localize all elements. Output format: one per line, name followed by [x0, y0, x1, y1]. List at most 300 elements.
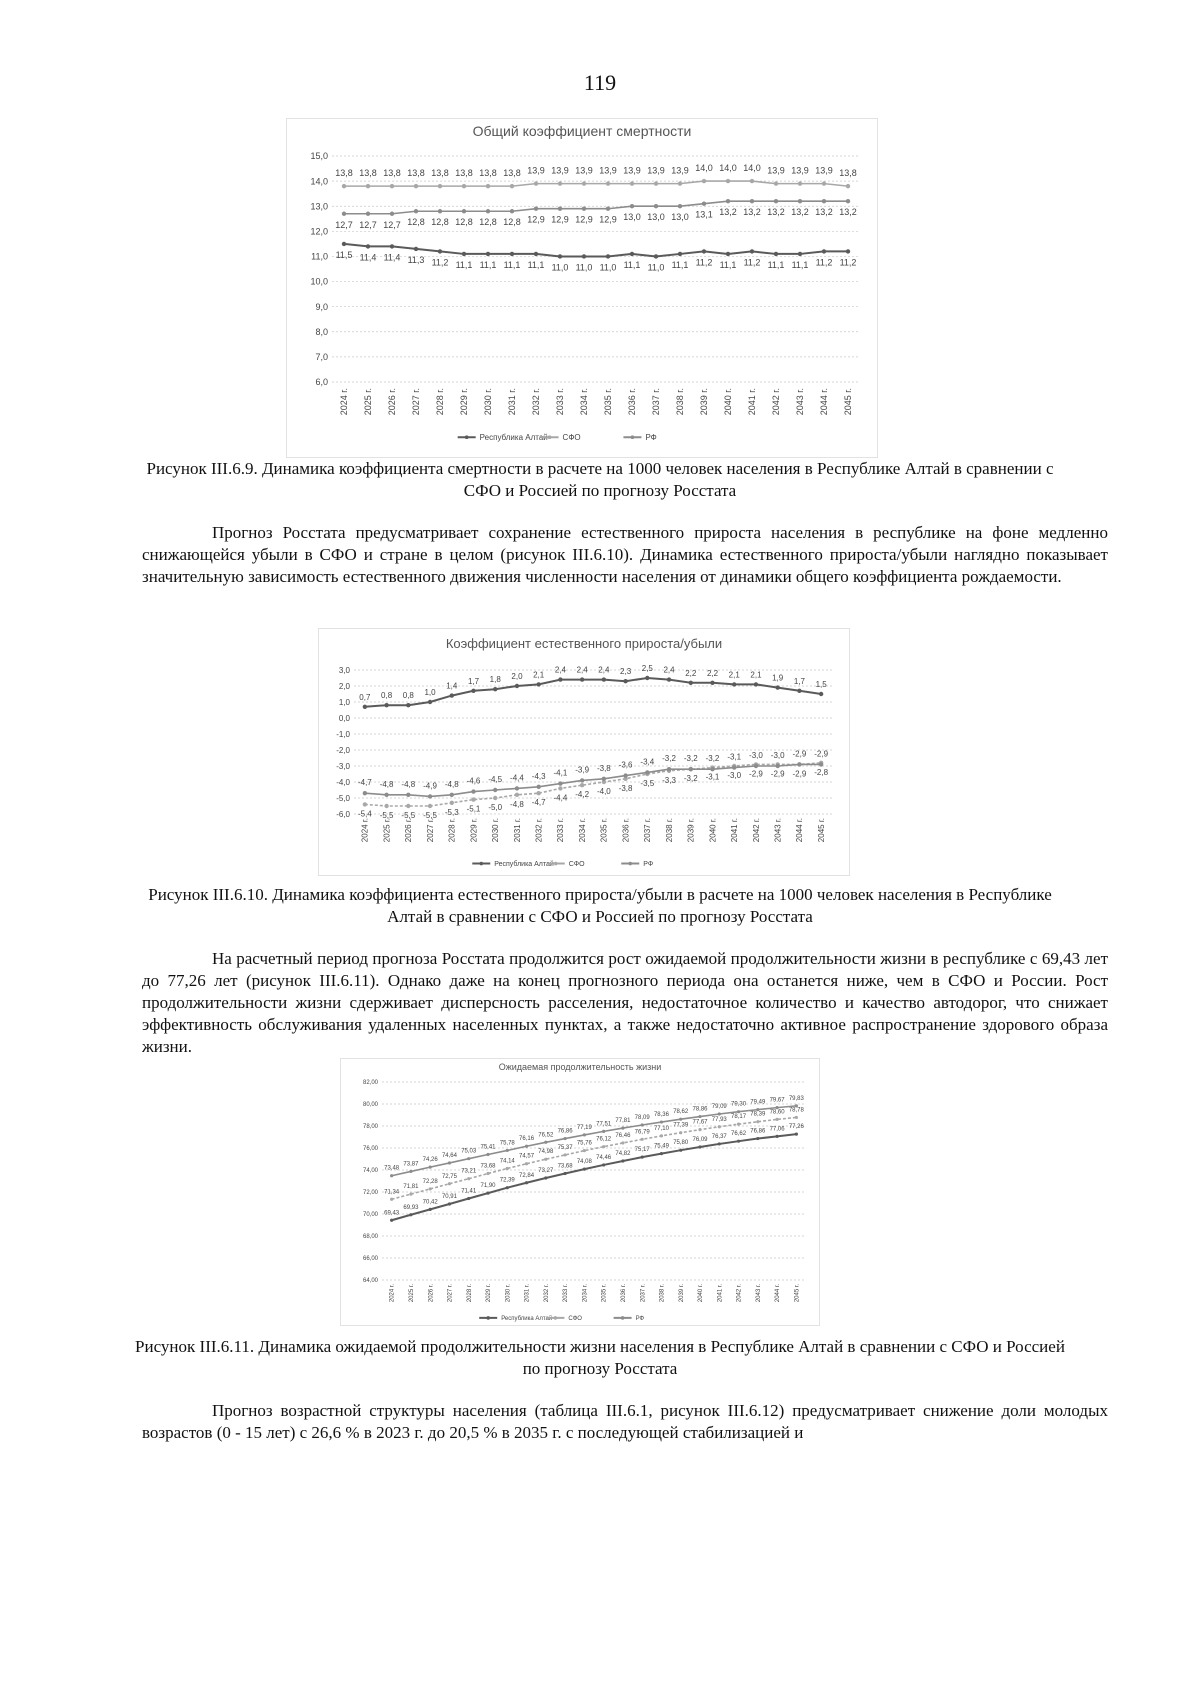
data-point	[486, 184, 490, 188]
mortality-chart-svg	[286, 118, 878, 458]
data-point	[366, 212, 370, 216]
data-point	[428, 700, 432, 704]
data-label: 76,86	[557, 1128, 573, 1135]
data-point	[630, 181, 634, 185]
data-label: 12,9	[575, 214, 593, 225]
figure-caption-11: Рисунок III.6.11. Динамика ожидаемой продолжительности жизни населения в Республике Алтай в сравнении с СФО и Россией по прогнозу Росстата	[135, 1337, 1065, 1378]
page-number: 119	[583, 70, 617, 95]
data-point	[536, 791, 540, 795]
data-point	[660, 1152, 663, 1155]
data-point	[414, 209, 418, 213]
data-label: -4,7	[531, 798, 546, 808]
data-point	[580, 677, 584, 681]
data-label: 11,1	[503, 259, 521, 270]
data-label: 74,46	[596, 1154, 612, 1161]
data-label: 1,9	[772, 673, 784, 683]
x-tick-label: 2035 г.	[603, 388, 614, 416]
data-point	[558, 254, 562, 258]
data-label: 12,7	[359, 219, 377, 230]
data-point	[471, 797, 475, 801]
data-point	[414, 247, 418, 251]
x-tick-label: 2044 г.	[795, 818, 805, 843]
x-tick-label: 2034 г.	[577, 818, 587, 843]
data-label: 72,84	[519, 1172, 535, 1179]
y-tick-label: 70,00	[362, 1212, 378, 1219]
data-label: -3,3	[662, 775, 676, 785]
data-label: 14,0	[743, 163, 761, 174]
x-tick-label: 2042 г.	[751, 818, 761, 843]
legend-marker	[554, 1316, 558, 1320]
data-point	[822, 199, 826, 203]
data-point	[798, 199, 802, 203]
data-label: 11,2	[815, 257, 833, 268]
data-point	[506, 1167, 509, 1170]
data-label: 2,3	[620, 667, 632, 677]
x-tick-label: 2028 г.	[435, 388, 446, 416]
data-label: -3,8	[618, 783, 633, 793]
data-point	[429, 1187, 432, 1190]
data-point	[654, 181, 658, 185]
y-tick-label: -1,0	[336, 729, 350, 739]
data-point	[822, 181, 826, 185]
data-point	[467, 1197, 470, 1200]
data-point	[390, 1219, 393, 1222]
data-point	[515, 786, 519, 790]
data-label: 1,8	[489, 675, 501, 685]
legend-label: СФО	[568, 1316, 582, 1322]
data-point	[409, 1170, 412, 1173]
data-label: 71,90	[480, 1183, 496, 1190]
x-tick-label: 2038 г.	[675, 388, 686, 416]
data-label: 13,9	[791, 165, 809, 176]
data-label: 13,2	[767, 207, 785, 218]
data-label: 77,81	[615, 1118, 631, 1125]
data-point	[754, 682, 758, 686]
data-point	[737, 1123, 740, 1126]
data-label: -4,0	[596, 787, 611, 796]
data-label: 11,1	[623, 259, 641, 270]
data-label: -2,9	[770, 769, 785, 779]
y-tick-label: -5,0	[336, 793, 350, 803]
data-point	[558, 181, 562, 185]
x-tick-label: 2028 г.	[447, 818, 457, 843]
legend-marker	[465, 435, 469, 439]
data-label: 13,8	[359, 168, 377, 179]
data-label: 2,2	[685, 668, 697, 678]
data-label: 2,4	[598, 665, 610, 675]
data-label: 2,1	[750, 670, 762, 680]
y-tick-label: 9,0	[315, 301, 328, 312]
legend-label: РФ	[635, 1316, 645, 1322]
data-point	[819, 762, 823, 766]
data-point	[471, 789, 475, 793]
legend-marker	[486, 1316, 490, 1320]
data-point	[795, 1104, 798, 1107]
data-label: 79,49	[750, 1099, 766, 1106]
data-label: -2,9	[749, 769, 763, 779]
y-tick-label: 74,00	[362, 1168, 378, 1175]
data-point	[486, 1192, 489, 1195]
data-label: -4,8	[510, 799, 524, 809]
data-point	[756, 1108, 759, 1111]
y-tick-label: 66,00	[362, 1256, 378, 1263]
data-point	[534, 207, 538, 211]
data-label: 12,8	[431, 217, 449, 228]
data-label: -5,3	[444, 807, 459, 817]
x-tick-label: 2027 г.	[447, 1284, 454, 1303]
data-point	[689, 767, 693, 771]
data-label: 74,26	[422, 1157, 438, 1164]
data-label: 75,41	[480, 1144, 496, 1151]
data-point	[525, 1181, 528, 1184]
data-point	[667, 677, 671, 681]
data-label: -4,4	[553, 793, 568, 803]
data-label: 13,9	[551, 165, 569, 176]
data-label: 13,9	[767, 165, 785, 176]
data-label: -3,0	[727, 771, 742, 780]
data-point	[563, 1137, 566, 1140]
data-point	[718, 1142, 721, 1145]
data-point	[710, 767, 714, 771]
data-label: 12,9	[527, 214, 545, 225]
data-label: 13,2	[791, 207, 809, 218]
x-tick-label: 2026 г.	[404, 818, 414, 843]
y-tick-label: 2,0	[338, 681, 350, 691]
data-point	[819, 692, 823, 696]
data-label: 77,26	[788, 1124, 804, 1131]
data-label: 11,2	[695, 257, 713, 268]
data-label: 73,87	[403, 1161, 419, 1168]
data-label: 72,39	[499, 1177, 515, 1184]
data-point	[428, 804, 432, 808]
data-label: 1,0	[424, 688, 436, 697]
life-expectancy-chart	[340, 1058, 820, 1326]
data-point	[689, 681, 693, 685]
y-tick-label: 3,0	[338, 665, 350, 675]
x-tick-label: 2039 г.	[699, 388, 710, 416]
data-label: 11,1	[791, 259, 809, 270]
data-point	[654, 254, 658, 258]
data-label: 11,2	[431, 257, 449, 268]
data-point	[679, 1131, 682, 1134]
data-label: 77,67	[692, 1119, 708, 1126]
chart-title: Коэффициент естественного прироста/убыли	[445, 636, 723, 651]
data-point	[718, 1125, 721, 1128]
x-tick-label: 2025 г.	[382, 818, 392, 843]
data-point	[467, 1157, 470, 1160]
data-point	[679, 1149, 682, 1152]
life-expectancy-chart-svg	[340, 1058, 820, 1326]
data-label: 72,75	[441, 1173, 457, 1180]
data-label: 79,30	[731, 1101, 747, 1108]
data-point	[525, 1145, 528, 1148]
data-label: 11,0	[647, 262, 665, 273]
x-tick-label: 2037 г.	[643, 818, 653, 843]
data-label: 74,14	[499, 1158, 515, 1165]
data-label: -2,9	[792, 769, 807, 779]
data-point	[710, 681, 714, 685]
data-point	[775, 1118, 778, 1121]
data-label: 2,0	[511, 672, 523, 681]
x-tick-label: 2037 г.	[640, 1284, 647, 1303]
y-tick-label: 78,00	[362, 1124, 378, 1131]
data-label: 11,1	[767, 259, 785, 270]
data-point	[774, 199, 778, 203]
paragraph-age-structure: Прогноз возрастной структуры населения (таблица III.6.1, рисунок III.6.12) предусматривает снижение доли молодых возрастов (0 - 15 лет) с 26,6 % в 2023 г. до 20,5 % в 2035 г. с последующей стабилизацией и	[142, 1401, 1108, 1442]
data-point	[660, 1134, 663, 1137]
paragraph-life-expectancy: На расчетный период прогноза Росстата продолжится рост ожидаемой продолжительности жизни в республике с 69,43 лет до 77,26 лет (рисунок III.6.11). Однако даже на конец прогнозного периода она останется ниже, чем в СФО и России. Рост продолжительности жизни сдерживает дисперсность расселения, недостаточное количество и качество автодорог, что снижает эффективность обслуживания удаленных населенных пунктах, а также недостаточно активное распространение здорового образа жизни.	[142, 949, 1108, 1056]
data-point	[493, 788, 497, 792]
x-tick-label: 2030 г.	[483, 388, 494, 416]
data-label: 13,9	[671, 165, 689, 176]
data-label: -2,9	[814, 749, 829, 759]
x-tick-label: 2040 г.	[698, 1284, 705, 1303]
x-tick-label: 2031 г.	[524, 1284, 531, 1303]
data-point	[602, 677, 606, 681]
data-point	[606, 254, 610, 258]
data-point	[795, 1116, 798, 1119]
x-tick-label: 2045 г.	[816, 818, 826, 843]
data-label: 75,80	[673, 1140, 689, 1147]
data-point	[363, 705, 367, 709]
data-point	[583, 1149, 586, 1152]
data-point	[544, 1141, 547, 1144]
data-label: 11,2	[743, 257, 761, 268]
data-label: -3,5	[640, 779, 655, 788]
x-tick-label: 2029 г.	[459, 388, 470, 416]
data-point	[737, 1140, 740, 1143]
data-label: -4,2	[575, 790, 590, 800]
x-tick-label: 2030 г.	[505, 1284, 512, 1303]
data-point	[702, 202, 706, 206]
data-label: 13,9	[815, 165, 833, 176]
data-label: 75,37	[557, 1144, 573, 1151]
legend-label: Республика Алтай	[479, 433, 548, 442]
data-point	[580, 783, 584, 787]
data-point	[774, 181, 778, 185]
data-label: 70,91	[441, 1193, 457, 1200]
data-point	[775, 685, 779, 689]
data-point	[621, 1141, 624, 1144]
data-label: 73,21	[461, 1168, 477, 1175]
data-label: -5,4	[357, 809, 372, 819]
x-tick-label: 2024 г.	[339, 388, 350, 416]
data-label: 76,16	[519, 1136, 535, 1143]
data-point	[390, 244, 394, 248]
data-label: 13,2	[815, 207, 833, 218]
data-point	[750, 249, 754, 253]
data-point	[583, 1133, 586, 1136]
series-line	[344, 181, 848, 186]
data-point	[795, 1133, 798, 1136]
x-tick-label: 2041 г.	[730, 818, 740, 843]
x-tick-label: 2044 г.	[819, 388, 830, 416]
data-point	[641, 1138, 644, 1141]
data-label: -4,9	[423, 781, 437, 791]
data-point	[525, 1162, 528, 1165]
x-tick-label: 2027 г.	[425, 818, 435, 843]
data-point	[429, 1208, 432, 1211]
data-point	[363, 791, 367, 795]
data-point	[493, 796, 497, 800]
y-tick-label: 12,0	[310, 226, 328, 237]
data-label: 75,03	[461, 1148, 477, 1155]
data-label: -5,1	[466, 804, 481, 814]
data-label: 13,9	[527, 165, 545, 176]
data-label: 13,8	[431, 168, 449, 179]
data-point	[602, 1145, 605, 1148]
data-label: -4,4	[510, 773, 524, 783]
data-point	[750, 199, 754, 203]
data-label: 78,78	[788, 1107, 804, 1114]
x-tick-label: 2037 г.	[651, 388, 662, 416]
data-label: 72,28	[422, 1178, 438, 1185]
data-label: 78,60	[769, 1109, 785, 1116]
figure-caption-10: Рисунок III.6.10. Динамика коэффициента естественного прироста/убыли в расчете на 1000 человек населения в Республике Алтай в сравнении с СФО и Россией по прогнозу Росстата	[148, 885, 1052, 926]
data-label: 11,1	[527, 259, 545, 270]
data-point	[702, 249, 706, 253]
y-tick-label: 82,00	[362, 1080, 378, 1087]
x-tick-label: 2038 г.	[664, 818, 674, 843]
x-tick-label: 2026 г.	[387, 388, 398, 416]
data-label: 75,49	[653, 1143, 669, 1150]
y-tick-label: 10,0	[310, 276, 328, 287]
data-point	[342, 184, 346, 188]
data-label: -3,2	[683, 774, 698, 784]
data-point	[486, 1172, 489, 1175]
data-label: 79,67	[769, 1097, 785, 1104]
data-point	[486, 1153, 489, 1156]
data-point	[621, 1126, 624, 1129]
legend-label: Республика Алтай	[501, 1316, 553, 1322]
data-point	[797, 762, 801, 766]
data-label: 76,52	[538, 1132, 554, 1139]
data-point	[756, 1120, 759, 1123]
x-tick-label: 2024 г.	[360, 818, 370, 843]
x-tick-label: 2038 г.	[659, 1284, 666, 1303]
data-point	[797, 689, 801, 693]
y-tick-label: -3,0	[336, 761, 350, 771]
data-point	[583, 1168, 586, 1171]
data-label: 79,83	[788, 1095, 804, 1102]
data-point	[438, 209, 442, 213]
data-point	[536, 682, 540, 686]
data-point	[726, 252, 730, 256]
data-label: 11,0	[575, 262, 593, 273]
data-point	[558, 781, 562, 785]
data-label: 77,39	[673, 1122, 689, 1129]
data-label: 74,64	[441, 1152, 457, 1159]
data-point	[602, 777, 606, 781]
x-tick-label: 2044 г.	[775, 1284, 782, 1303]
data-point	[774, 252, 778, 256]
data-point	[732, 682, 736, 686]
data-label: 0,8	[402, 691, 414, 701]
data-point	[366, 244, 370, 248]
data-point	[486, 209, 490, 213]
data-point	[515, 684, 519, 688]
data-label: 77,93	[711, 1116, 727, 1123]
data-point	[678, 204, 682, 208]
y-tick-label: 1,0	[338, 697, 350, 707]
data-label: 13,9	[599, 165, 617, 176]
data-point	[645, 676, 649, 680]
data-point	[698, 1128, 701, 1131]
data-label: 11,0	[599, 262, 617, 273]
data-label: 13,8	[383, 168, 401, 179]
data-label: -5,0	[488, 803, 503, 812]
figure-caption-9: Рисунок III.6.9. Динамика коэффициента смертности в расчете на 1000 человек населения в Республике Алтай в сравнении с СФО и Россией по прогнозу Росстата	[146, 459, 1054, 500]
data-label: 77,51	[596, 1121, 612, 1128]
x-tick-label: 2031 г.	[512, 818, 522, 843]
data-label: -3,0	[770, 751, 785, 760]
data-label: 12,8	[455, 217, 473, 228]
data-point	[384, 793, 388, 797]
data-point	[630, 204, 634, 208]
data-point	[515, 793, 519, 797]
data-label: 78,86	[692, 1106, 708, 1113]
data-label: 78,62	[673, 1109, 689, 1116]
legend-label: РФ	[643, 861, 654, 868]
x-tick-label: 2029 г.	[469, 818, 479, 843]
data-point	[737, 1110, 740, 1113]
x-tick-label: 2045 г.	[843, 388, 854, 416]
x-tick-label: 2028 г.	[466, 1284, 473, 1303]
data-label: 74,82	[615, 1150, 631, 1157]
data-point	[390, 184, 394, 188]
data-point	[462, 252, 466, 256]
x-tick-label: 2031 г.	[507, 388, 518, 416]
data-point	[342, 212, 346, 216]
data-label: 78,17	[731, 1114, 747, 1121]
x-tick-label: 2043 г.	[795, 388, 806, 416]
data-point	[486, 252, 490, 256]
data-label: 77,10	[653, 1125, 669, 1132]
data-point	[409, 1213, 412, 1216]
data-label: -3,2	[705, 754, 720, 764]
x-tick-label: 2035 г.	[601, 1284, 608, 1303]
data-point	[679, 1118, 682, 1121]
x-tick-label: 2035 г.	[599, 818, 609, 843]
data-label: -4,8	[444, 779, 459, 789]
data-label: 11,5	[335, 249, 353, 260]
legend-marker	[621, 1316, 625, 1320]
data-label: -3,2	[683, 754, 698, 764]
data-point	[732, 765, 736, 769]
mortality-chart	[286, 118, 878, 458]
data-label: 13,9	[623, 165, 641, 176]
data-point	[450, 693, 454, 697]
x-tick-label: 2030 г.	[491, 818, 501, 843]
data-point	[366, 184, 370, 188]
data-label: 11,4	[383, 252, 401, 263]
x-tick-label: 2027 г.	[411, 388, 422, 416]
data-point	[510, 209, 514, 213]
data-point	[602, 1163, 605, 1166]
data-point	[654, 204, 658, 208]
data-point	[726, 179, 730, 183]
x-tick-label: 2034 г.	[582, 1284, 589, 1303]
data-label: 76,37	[711, 1133, 727, 1140]
x-tick-label: 2041 г.	[717, 1284, 724, 1303]
paragraph-natural-growth: Прогноз Росстата предусматривает сохранение естественного прироста населения в республике на фоне медленно снижающейся убыли в СФО и стране в целом (рисунок III.6.10). Динамика естественного прироста/убыли наглядно показывает значительную зависимость естественного движения численности населения от динамики общего коэффициента рождаемости.	[142, 523, 1108, 586]
data-label: 13,0	[647, 212, 665, 223]
data-label: -3,4	[640, 757, 655, 767]
data-label: 75,17	[634, 1147, 650, 1154]
data-point	[718, 1112, 721, 1115]
data-label: -3,1	[727, 752, 742, 762]
y-tick-label: 15,0	[310, 151, 328, 162]
